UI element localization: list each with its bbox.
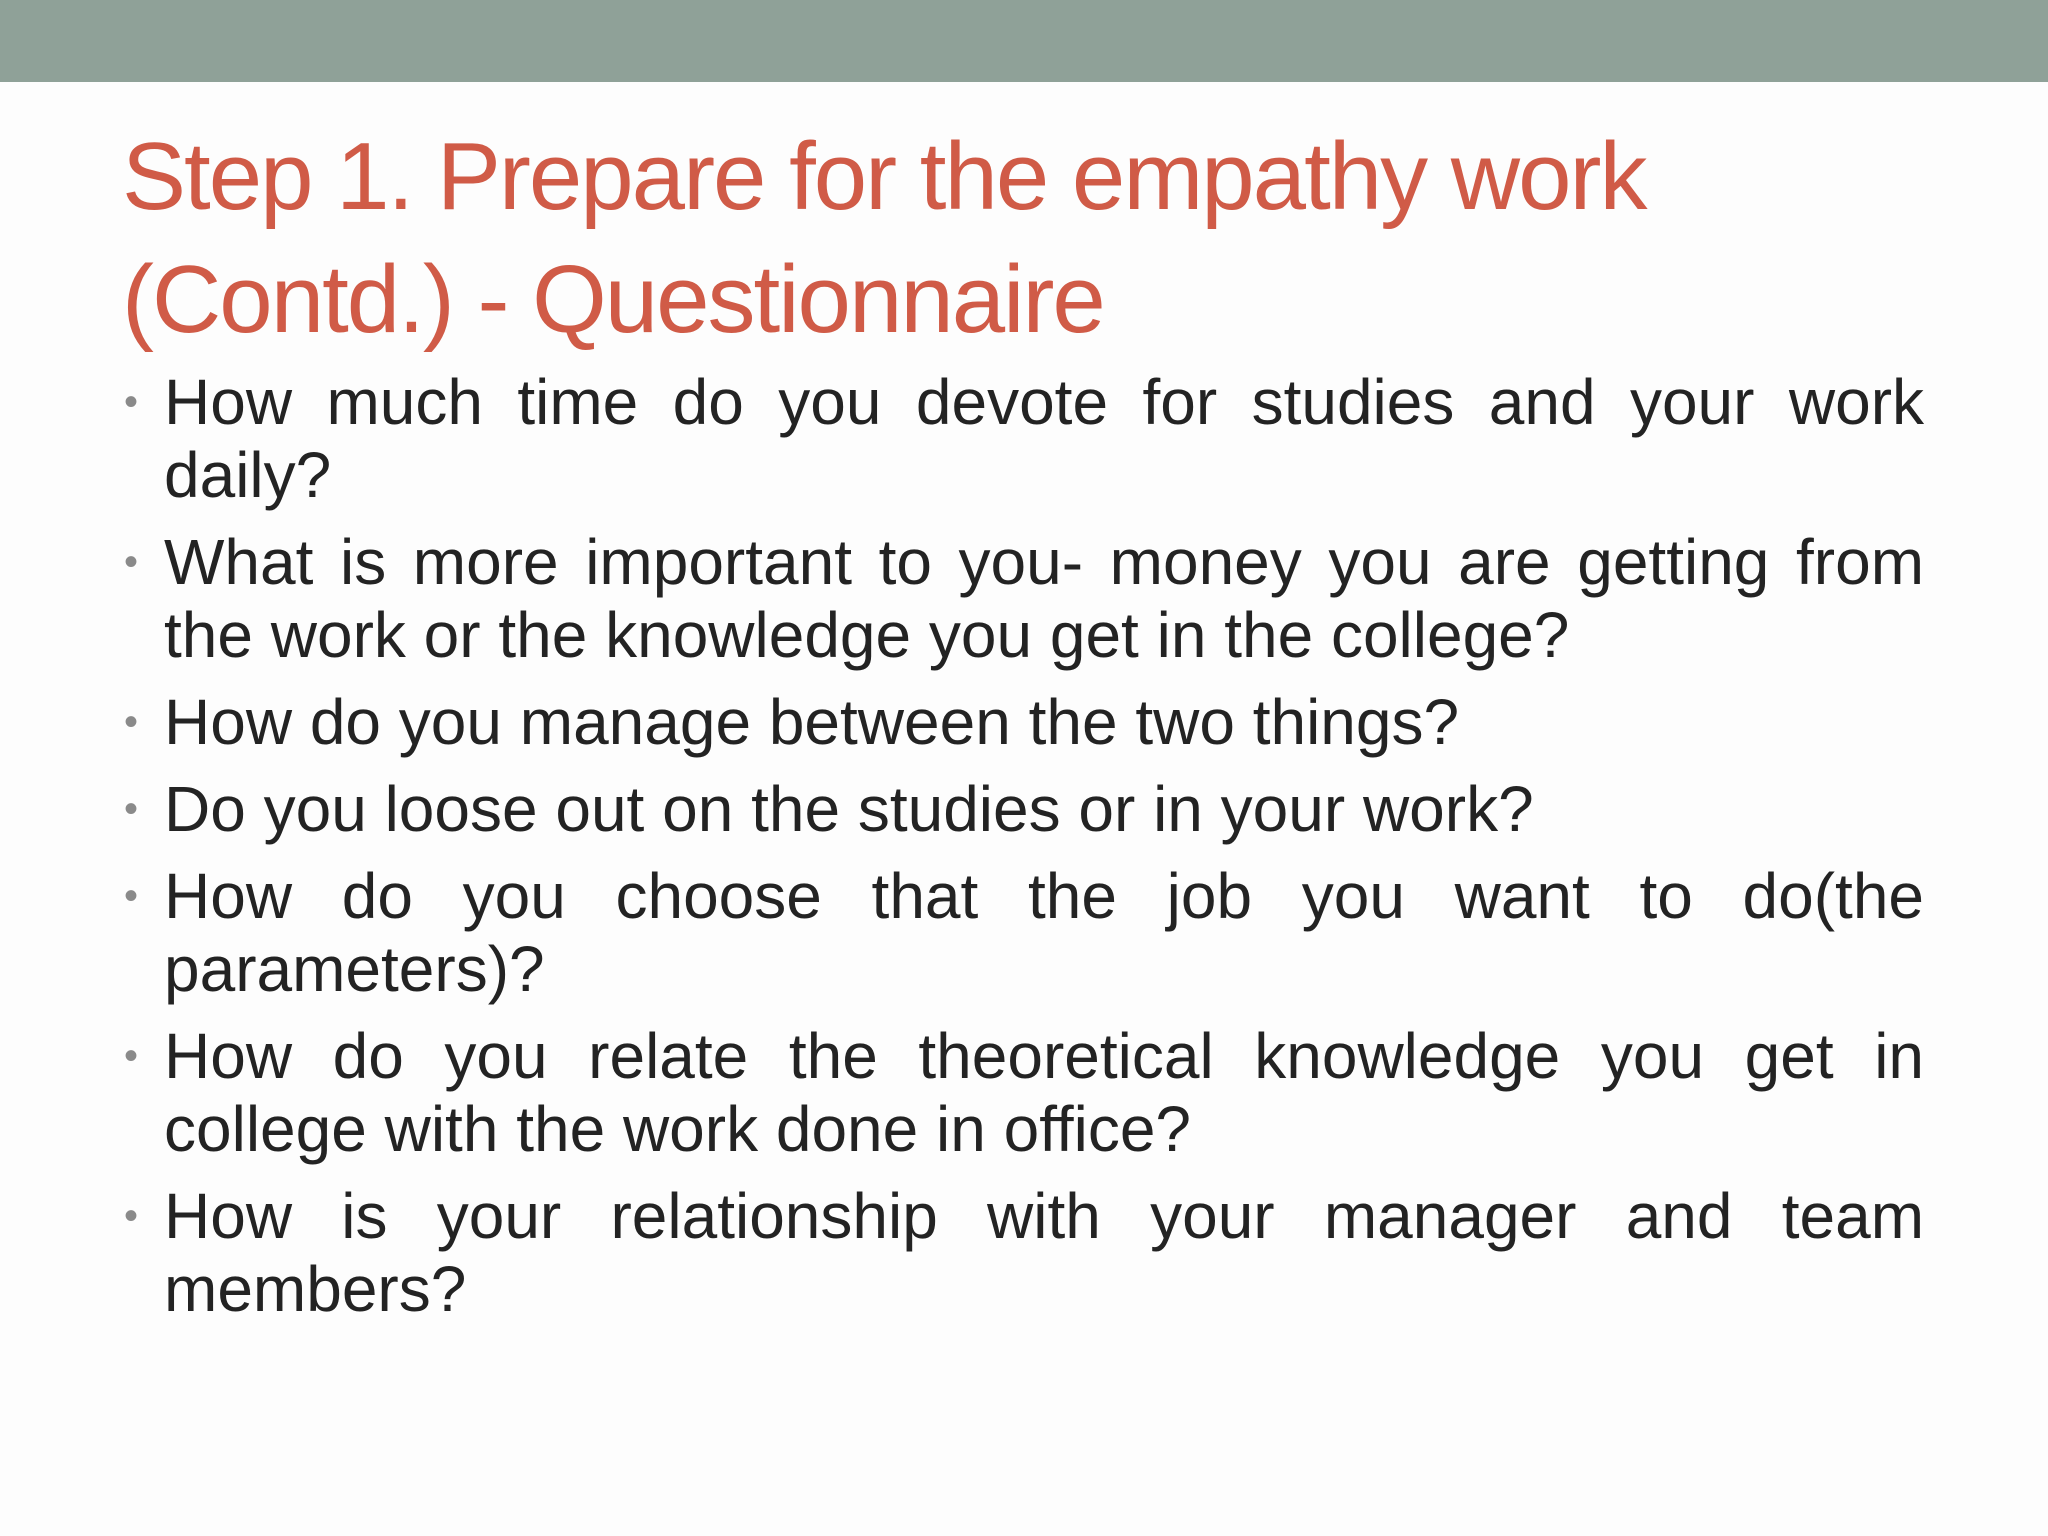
bullet-text: How is your relationship with your manager and team members? [164,1180,1924,1325]
bullet-item [122,366,1924,512]
bullet-dot-icon: • [124,787,139,831]
bullet-item [122,1020,1924,1166]
bullet-text: How much time do you devote for studies and your work daily? [164,366,1924,511]
bullet-dot-icon: • [124,1194,139,1238]
bullet-dot-icon: • [124,380,139,424]
bullet-dot-icon: • [124,1034,139,1078]
bullet-item [122,1180,1924,1326]
bullet-text: How do you choose that the job you want to do(the parameters)? [164,860,1924,1005]
bullet-text: Do you loose out on the studies or in your work? [164,773,1534,845]
bullet-dot-icon: • [124,540,139,584]
bullet-dot-icon: • [124,874,139,918]
bullet-item [122,773,1924,846]
slide-title [122,115,1922,361]
title-line-1: Step 1. Prepare for the empathy work [122,123,1646,230]
bullet-text: How do you manage between the two things? [164,686,1460,758]
bullet-dot-icon: • [124,700,139,744]
top-accent-bar [0,0,2048,82]
bullet-item [122,526,1924,672]
title-line-2: (Contd.) - Questionnaire [122,246,1104,353]
bullet-text: What is more important to you- money you are getting from the work or the knowledge you get in the college? [164,526,1924,671]
bullet-text: How do you relate the theoretical knowledge you get in college with the work done in office? [164,1020,1924,1165]
bullet-list [122,366,1924,1340]
bullet-item [122,860,1924,1006]
bullet-item [122,686,1924,759]
